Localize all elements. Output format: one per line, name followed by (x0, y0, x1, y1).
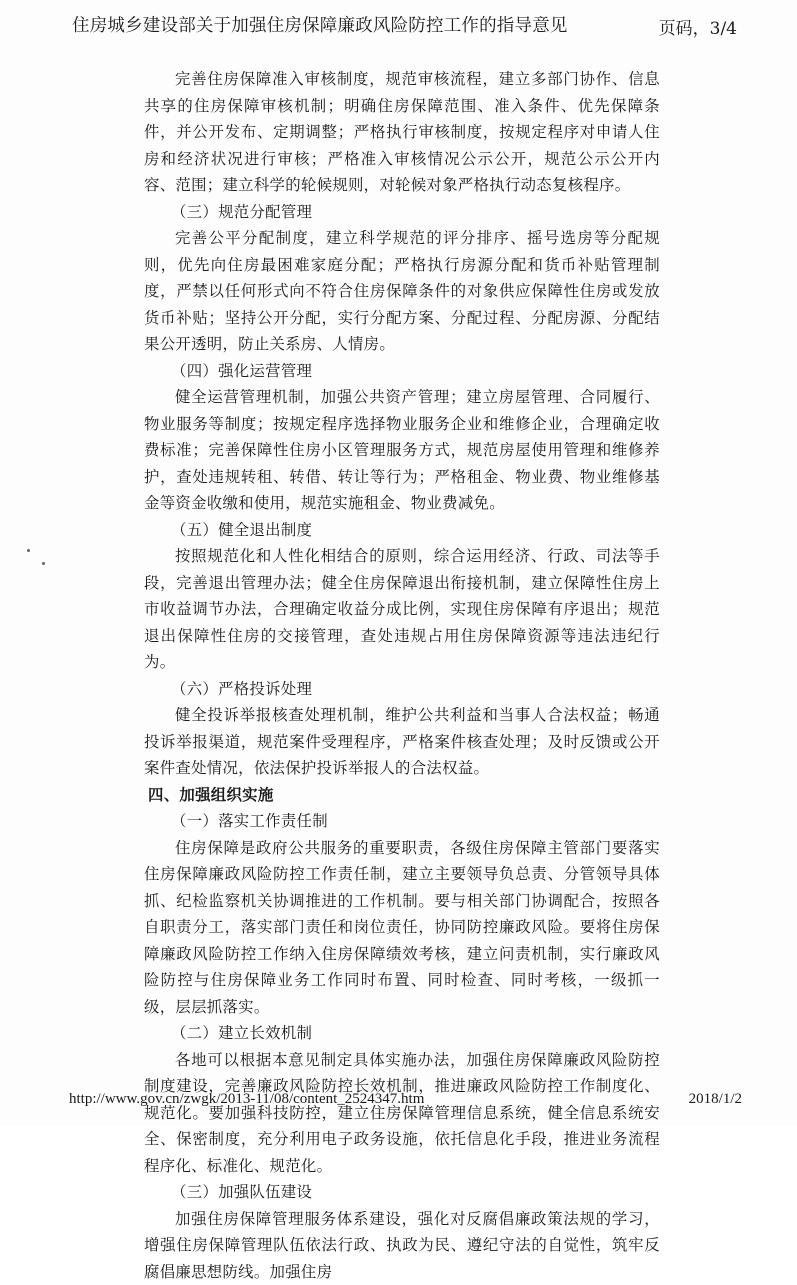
paragraph: 加强住房保障管理服务体系建设，强化对反腐倡廉政策法规的学习，增强住房保障管理队伍依法行政、执政为民、遵纪守法的自觉性，筑牢反腐倡廉思想防线。加强住房 (144, 1206, 660, 1285)
paragraph: 健全运营管理机制，加强公共资产管理；建立房屋管理、合同履行、物业服务等制度；按规定程序选择物业服务企业和维修企业，合理确定收费标准；完善保障性住房小区管理服务方式，规范房屋使用管理和维修养护，查处违规转租、转借、转让等行为；严格租金、物业费、物业维修基金等资金收缴和使用，规范实施租金、物业费减免。 (144, 384, 660, 517)
paragraph: 健全投诉举报核查处理机制，维护公共利益和当事人合法权益；畅通投诉举报渠道，规范案件受理程序，严格案件核查处理；及时反馈或公开案件查处情况，依法保护投诉举报人的合法权益。 (144, 702, 660, 782)
section-heading: （一）落实工作责任制 (144, 808, 660, 835)
section-heading: （二）建立长效机制 (144, 1020, 660, 1047)
scan-speck (27, 549, 30, 552)
page-number-label: 页码，3/4 (659, 14, 737, 39)
section-heading: （三）规范分配管理 (144, 199, 660, 226)
paragraph: 完善住房保障准入审核制度，规范审核流程，建立多部门协作、信息共享的住房保障审核机制；明确住房保障范围、准入条件、优先保障条件，并公开发布、定期调整；严格执行审核制度，按规定程序对申请人住房和经济状况进行审核；严格准入审核情况公示公开，规范公示公开内容、范围；建立科学的轮候规则，对轮候对象严格执行动态复核程序。 (144, 66, 660, 199)
chapter-heading: 四、加强组织实施 (144, 782, 660, 809)
source-url: http://www.gov.cn/zwgk/2013-11/08/content_2524347.htm (69, 1091, 424, 1108)
page-header-title: 住房城乡建设部关于加强住房保障廉政风险防控工作的指导意见 (72, 12, 568, 37)
paragraph: 住房保障是政府公共服务的重要职责，各级住房保障主管部门要落实住房保障廉政风险防控工作责任制，建立主要领导负总责、分管领导具体抓、纪检监察机关协调推进的工作机制。要与相关部门协调配合，按照各自职责分工，落实部门责任和岗位责任，协同防控廉政风险。要将住房保障廉政风险防控工作纳入住房保障绩效考核，建立问责机制，实行廉政风险防控与住房保障业务工作同时布置、同时检查、同时考核，一级抓一级，层层抓落实。 (144, 835, 660, 1021)
section-heading: （六）严格投诉处理 (144, 676, 660, 703)
paragraph: 完善公平分配制度，建立科学规范的评分排序、摇号选房等分配规则，优先向住房最困难家庭分配；严格执行房源分配和货币补贴管理制度，严禁以任何形式向不符合住房保障条件的对象供应保障性住房或发放货币补贴；坚持公开分配，实行分配方案、分配过程、分配房源、分配结果公开透明，防止关系房、人情房。 (144, 225, 660, 358)
print-date: 2018/1/2 (689, 1091, 742, 1108)
section-heading: （三）加强队伍建设 (144, 1179, 660, 1206)
paragraph: 按照规范化和人性化相结合的原则，综合运用经济、行政、司法等手段，完善退出管理办法；健全住房保障退出衔接机制，建立保障性住房上市收益调节办法，合理确定收益分成比例，实现住房保障有序退出；规范退出保障性住房的交接管理，查处违规占用住房保障资源等违法违纪行为。 (144, 543, 660, 676)
paragraph: 各地可以根据本意见制定具体实施办法，加强住房保障廉政风险防控制度建设，完善廉政风险防控长效机制，推进廉政风险防控工作制度化、规范化。要加强科技防控，建立住房保障管理信息系统，健全信息系统安全、保密制度，充分利用电子政务设施，依托信息化手段，推进业务流程程序化、标准化、规范化。 (144, 1047, 660, 1180)
scan-speck (42, 562, 45, 565)
section-heading: （五）健全退出制度 (144, 517, 660, 544)
section-heading: （四）强化运营管理 (144, 358, 660, 385)
